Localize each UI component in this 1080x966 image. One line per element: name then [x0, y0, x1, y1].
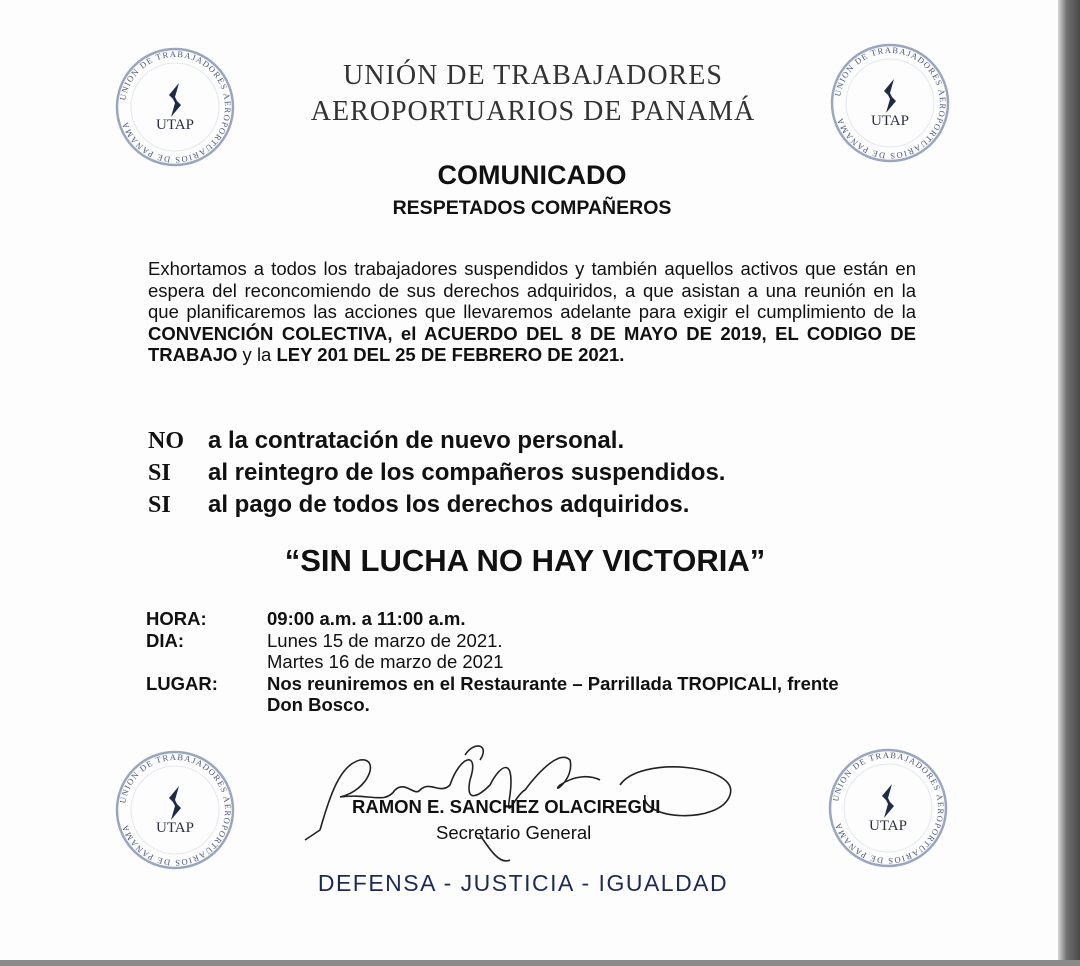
- meeting-info: [146, 608, 839, 716]
- body-text: Exhortamos a todos los trabajadores suspendidos y también aquellos activos que están en espera del reconcomiendo de sus derechos adquiridos, a que asistan a una reunión en la que planificaremos las acciones que llevaremos adelante para exigir el cumplimiento de la: [148, 258, 916, 322]
- hora-label: HORA:: [146, 608, 207, 629]
- seal-ring-text: UNION DE TRABAJADORES AEROPORTUARIOS DE PANAMA: [117, 48, 234, 166]
- seal-abbr: UTAP: [869, 818, 907, 834]
- hora-value: 09:00 a.m. a 11:00 a.m.: [267, 608, 466, 629]
- lugar-label: LUGAR:: [146, 672, 218, 694]
- body-bold: , el: [387, 322, 425, 344]
- utap-logo-icon: [884, 79, 896, 113]
- signatory-name: RAMON E. SANCHEZ OLACIREGUI: [352, 796, 661, 817]
- body-paragraph: [148, 258, 916, 366]
- slogan-key: SI: [148, 460, 171, 486]
- body-text: y la: [237, 344, 277, 365]
- slogan-text: al reintegro de los compañeros suspendidos.: [208, 459, 726, 486]
- lugar-value-2: Don Bosco.: [267, 694, 370, 715]
- dia-value-2: Martes 16 de marzo de 2021: [267, 651, 504, 672]
- org-line-1: UNIÓN DE TRABAJADORES: [343, 60, 723, 91]
- seal-abbr: UTAP: [871, 113, 909, 129]
- slogan-key: NO: [148, 428, 184, 454]
- utap-seal-top-left: [113, 45, 237, 169]
- signatory-role: Secretario General: [436, 822, 592, 843]
- seal-abbr: UTAP: [156, 820, 194, 836]
- organization-name: [250, 58, 816, 130]
- utap-logo-icon: [169, 786, 181, 820]
- lugar-value-1: Nos reuniremos en el Restaurante – Parrillada TROPICALI, frente: [267, 672, 839, 694]
- slogan-key: SI: [148, 492, 171, 518]
- slogan-list: [148, 425, 725, 521]
- page-bottom-edge: [0, 960, 1080, 966]
- seal-ring-text: UNION DE TRABAJADORES AEROPORTUARIOS DE PANAMA: [832, 44, 949, 162]
- dia-label: DIA:: [146, 629, 185, 651]
- slogan-item: [148, 489, 725, 521]
- page-edge-shadow: [1058, 0, 1080, 966]
- slogan-item: [148, 425, 725, 457]
- seal-ring-text: UNION DE TRABAJADORES AEROPORTUARIOS DE PANAMA: [117, 751, 234, 869]
- body-bold: LEY 201 DEL 25 DE FEBRERO DE 2021.: [276, 344, 625, 365]
- body-bold: CONVENCIÓN COLECTIVA: [148, 322, 388, 344]
- motto: “SIN LUCHA NO HAY VICTORIA”: [284, 543, 766, 578]
- slogan-item: [148, 457, 725, 489]
- utap-logo-icon: [882, 784, 894, 818]
- seal-ring-text: UNION DE TRABAJADORES AEROPORTUARIOS DE PANAMA: [830, 749, 947, 867]
- utap-seal-top-right: [828, 41, 952, 165]
- org-line-2: AEROPORTUARIOS DE PANAMÁ: [310, 96, 756, 127]
- document-subtitle: RESPETADOS COMPAÑEROS: [392, 197, 672, 219]
- footer-motto: DEFENSA - JUSTICIA - IGUALDAD: [317, 870, 729, 896]
- utap-seal-bottom-right: [826, 746, 950, 870]
- dia-value-1: Lunes 15 de marzo de 2021.: [267, 629, 503, 651]
- seal-abbr: UTAP: [156, 117, 194, 133]
- utap-seal-bottom-left: [113, 748, 237, 872]
- utap-logo-icon: [169, 83, 181, 117]
- slogan-text: a la contratación de nuevo personal.: [208, 427, 625, 454]
- body-bold: ACUERDO DEL 8 DE MAYO DE 2019, EL CODIGO DE TRABAJO: [148, 322, 916, 365]
- document-title: COMUNICADO: [437, 160, 627, 190]
- slogan-text: al pago de todos los derechos adquiridos.: [208, 491, 690, 518]
